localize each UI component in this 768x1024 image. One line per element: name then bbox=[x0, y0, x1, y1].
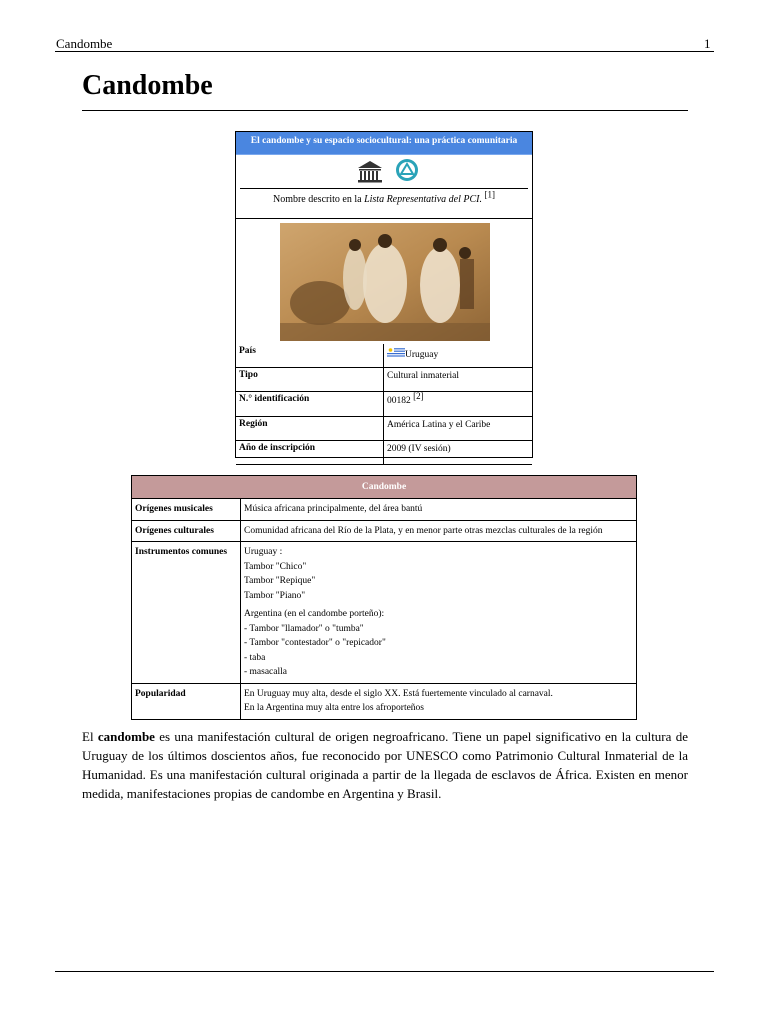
field-value: Cultural inmaterial bbox=[384, 368, 533, 392]
uruguay-flag-icon bbox=[387, 347, 405, 358]
infobox-fields bbox=[236, 344, 532, 465]
instrument-line: Uruguay : bbox=[244, 547, 283, 557]
pci-caption bbox=[236, 189, 532, 205]
field-key: Instrumentos comunes bbox=[132, 542, 241, 684]
field-key: Región bbox=[236, 417, 384, 441]
field-key: Popularidad bbox=[132, 683, 241, 719]
field-key: País bbox=[236, 344, 384, 368]
field-row-type bbox=[236, 368, 532, 392]
field-row-region bbox=[236, 417, 532, 441]
instrument-line: Tambor "Chico" bbox=[244, 561, 307, 572]
instruments-list bbox=[241, 542, 637, 684]
title-rule bbox=[82, 110, 688, 111]
music-infobox bbox=[131, 475, 637, 720]
infobox-heading: El candombe y su espacio sociocultural: una práctica comunitaria bbox=[236, 132, 532, 155]
row-instruments bbox=[132, 542, 637, 684]
lead-text: es una manifestación cultural de origen negroafricano. Tiene un papel significativo en la cultura de Uruguay de los últimos doscientos años, fue reconocido por UNESCO como Patrimonio Cultural Inmaterial de la Humanidad. Es una manifestación cultural originada a partir de la llegada de esclavos de África. Existen en menor medida, manifestaciones propias de candombe en Argentina y Brasil. bbox=[82, 729, 689, 801]
instrument-line: - Tambor "contestador" o "repicador" bbox=[244, 638, 386, 648]
instrument-line: - taba bbox=[244, 652, 266, 663]
instrument-line: - Tambor "llamador" o "tumba" bbox=[244, 623, 364, 634]
heritage-infobox bbox=[235, 131, 533, 458]
unesco-temple-logo bbox=[358, 161, 382, 183]
music-infobox-heading: Candombe bbox=[132, 476, 637, 499]
pci-intangible-heritage-logo bbox=[396, 159, 418, 181]
instrument-line: Argentina (en el candombe porteño): bbox=[244, 609, 385, 619]
pci-prefix: Nombre descrito en la bbox=[272, 194, 365, 205]
caption-divider bbox=[236, 218, 532, 219]
field-value: 2009 (IV sesión) bbox=[384, 441, 533, 465]
row-cultural-origins bbox=[132, 520, 637, 542]
lead-paragraph bbox=[82, 727, 688, 803]
running-header-title: Candombe bbox=[56, 36, 113, 51]
country-link[interactable]: Uruguay bbox=[405, 350, 439, 360]
id-reference[interactable]: [2] bbox=[413, 391, 424, 401]
field-value: Comunidad africana del Río de la Plata, y en menor parte otras mezclas culturales de la región bbox=[241, 520, 637, 542]
field-row-year bbox=[236, 441, 532, 465]
popularity-line: En Uruguay muy alta, desde el siglo XX. Está fuertemente vinculado al carnaval. bbox=[244, 688, 553, 699]
field-key: Año de inscripción bbox=[236, 441, 384, 465]
field-row-id bbox=[236, 392, 532, 417]
field-key: Orígenes musicales bbox=[132, 499, 241, 521]
field-row-country bbox=[236, 344, 532, 368]
field-value: Música africana principalmente, del área bantú bbox=[241, 499, 637, 521]
instrument-line: Tambor "Piano" bbox=[244, 590, 306, 601]
lead-prefix: El bbox=[82, 729, 98, 744]
instrument-line: - masacalla bbox=[244, 667, 287, 677]
footer-rule bbox=[55, 971, 714, 972]
page-title: Candombe bbox=[82, 70, 213, 101]
field-value: América Latina y el Caribe bbox=[384, 417, 533, 441]
page-number: 1 bbox=[704, 36, 711, 51]
instrument-line: Tambor "Repique" bbox=[244, 576, 316, 586]
popularity-line: En la Argentina muy alta entre los afroporteños bbox=[244, 703, 425, 713]
lead-term: candombe bbox=[97, 729, 155, 744]
field-value-id bbox=[384, 392, 533, 417]
id-value: 00182 bbox=[387, 396, 411, 407]
row-popularity bbox=[132, 683, 637, 719]
header-rule bbox=[55, 51, 714, 52]
field-key: Orígenes culturales bbox=[132, 520, 241, 542]
candombe-painting-image bbox=[280, 223, 490, 341]
field-key: Tipo bbox=[236, 368, 384, 392]
pci-reference[interactable]: [1] bbox=[484, 189, 496, 200]
field-key: N.° identificación bbox=[236, 392, 384, 417]
field-value-country bbox=[384, 344, 533, 368]
pci-list-link[interactable]: Lista Representativa del PCI. bbox=[364, 194, 483, 205]
row-musical-origins bbox=[132, 499, 637, 521]
popularity-value bbox=[241, 683, 637, 719]
